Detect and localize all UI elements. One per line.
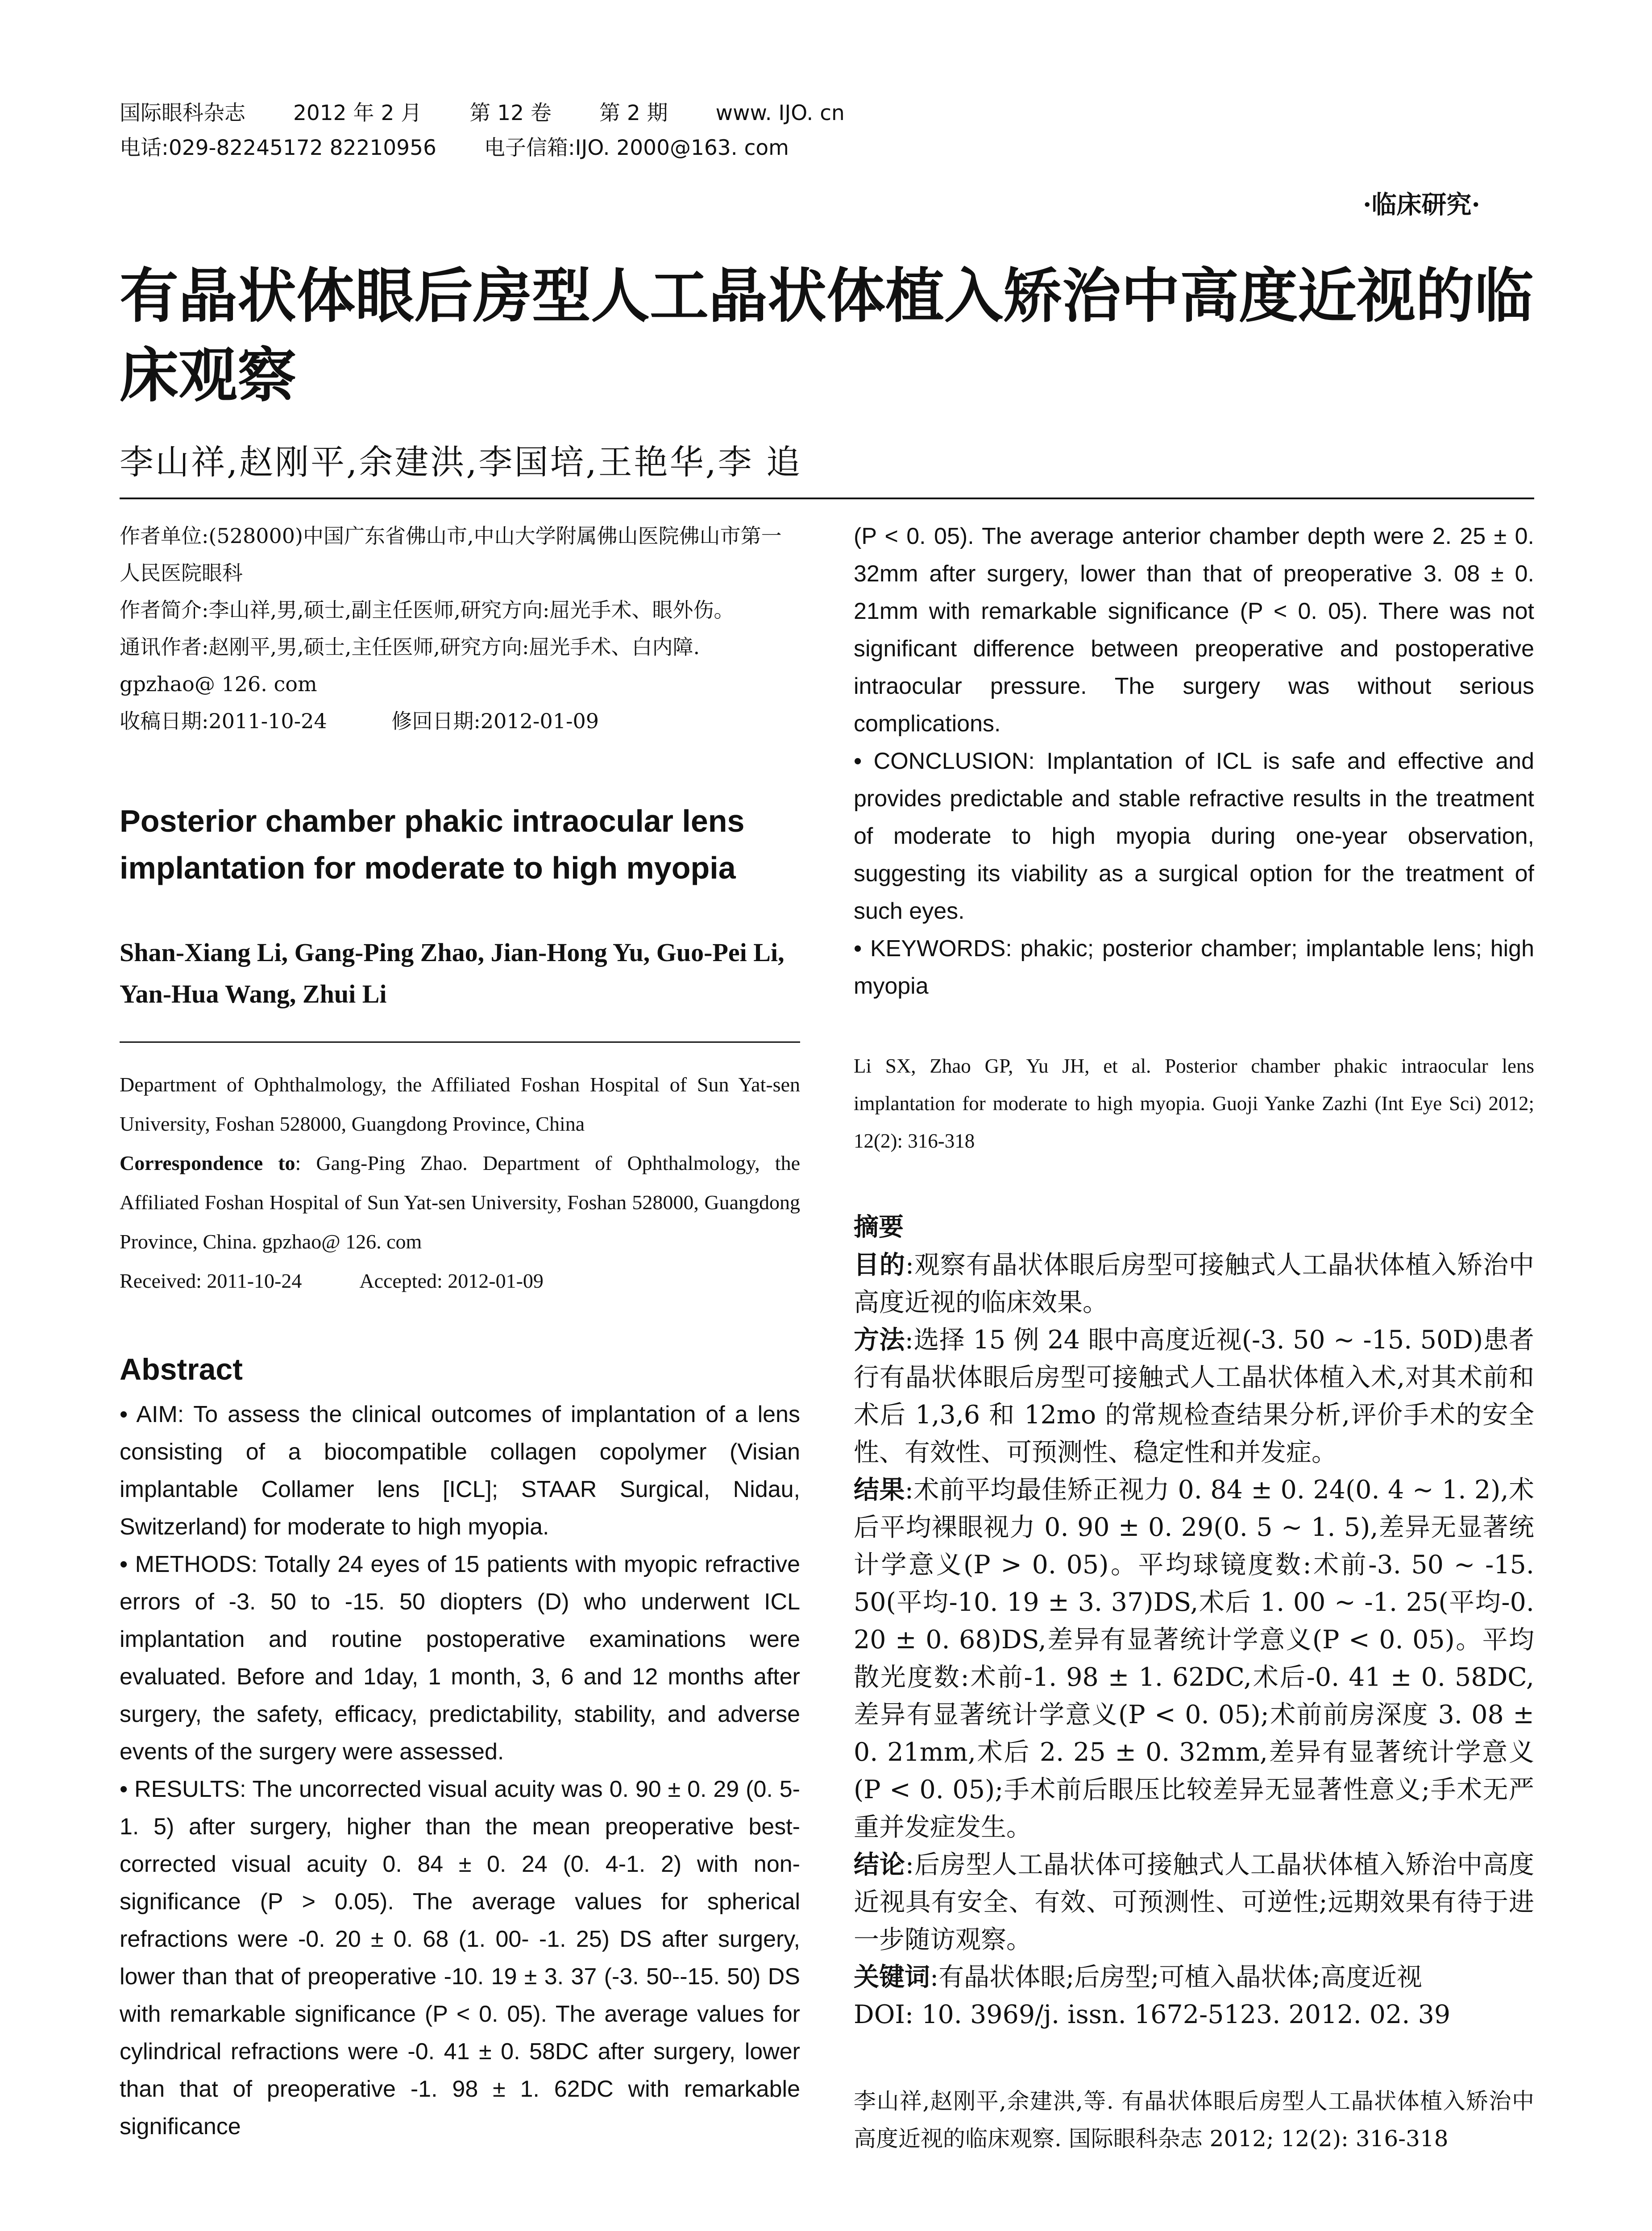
revised-date: 修回日期:2012-01-09: [391, 709, 599, 733]
cn-keywords-text: :有晶状体眼;后房型;可植入晶状体;高度近视: [930, 1962, 1422, 1992]
author-intro: 作者简介:李山祥,男,硕士,副主任医师,研究方向:屈光手术、眼外伤。: [120, 598, 735, 622]
conclusion-text: : Implantation of ICL is safe and effective and provides predictable and stable refractive results in the treatment of moderate to high myopia during one-year observation, suggesting its viability as a surgical option for the treatment of such eyes.: [854, 748, 1534, 924]
cn-abstract: [854, 1246, 1534, 2033]
author-unit: 作者单位:(528000)中国广东省佛山市,中山大学附属佛山医院佛山市第一人民医院眼科: [120, 524, 782, 585]
journal-name: 国际眼科杂志: [120, 101, 245, 125]
cn-keywords-label: 关键词: [854, 1962, 930, 1992]
issue-date: 2012 年 2 月: [293, 101, 422, 125]
cn-conclusion: [854, 1846, 1534, 1958]
correspondence-label: Correspondence to: [120, 1152, 295, 1174]
en-title: Posterior chamber phakic intraocular lens implantation for moderate to high myopia: [120, 804, 745, 885]
issue: 第 2 期: [599, 101, 668, 125]
corresponding-author: 通讯作者:赵刚平,男,硕士,主任医师,研究方向:屈光手术、白内障. gpzhao@ 126. com: [120, 635, 700, 696]
abstract-aim: [120, 1396, 800, 1546]
en-authors: Shan-Xiang Li, Gang-Ping Zhao, Jian-Hong Yu, Guo-Pei Li, Yan-Hua Wang, Zhui Li: [120, 938, 784, 1008]
cn-title: 有晶状体眼后房型人工晶状体植入矫治中高度近视的临床观察: [120, 262, 1533, 410]
keywords-text: : phakic; posterior chamber; implantable lens; high myopia: [854, 936, 1535, 999]
cn-result-text: :术前平均最佳矫正视力 0. 84 ± 0. 24(0. 4 ~ 1. 2),术后平均裸眼视力 0. 90 ± 0. 29(0. 5 ~ 1. 5),差异无显著统计学意义(P > 0. 05)。平均球镜度数:术前-3. 50 ~ -15. 50(平均-10. 19 ± 3. 37)DS,术后 1. 00 ~ -1. 25(平均-0. 20 ± 0. 68)DS,差异有显著统计学意义(P < 0. 05)。平均散光度数:术前-1. 98 ± 1. 62DC,术后-0. 41 ± 0. 58DC,差异有显著统计学意义(P < 0. 05);术前前房深度 3. 08 ± 0. 21mm,术后 2. 25 ± 0. 32mm,差异有显著统计学意义(P < 0. 05);手术前后眼压比较差异无显著性意义;手术无严重并发症发生。: [854, 1475, 1535, 1842]
cn-method-text: :选择 15 例 24 眼中高度近视(-3. 50 ~ -15. 50D)患者行有晶状体眼后房型可接触式人工晶状体植入术,对其术前和术后 1,3,6 和 12mo 的常规检查结果分析,评价手术的安全性、有效性、可预测性、稳定性和并发症。: [854, 1325, 1534, 1467]
methods-text: : Totally 24 eyes of 15 patients with myopic refractive errors of -3. 50 to -15. 50 diopters (D) who underwent ICL implantation and routine postoperative examinations were evaluated. Before and 1day, 1 month, 3, 6 and 12 months after surgery, the safety, efficacy, predictability, stability, and adverse events of the surgery were assessed.: [120, 1551, 800, 1765]
abstract-results: [120, 1771, 800, 2145]
en-accepted: Accepted: 2012-01-09: [359, 1269, 544, 1292]
abstract-keywords: [854, 930, 1534, 1005]
abstract-heading: Abstract: [120, 1352, 243, 1386]
results-continued: (P < 0. 05). The average anterior chamber depth were 2. 25 ± 0. 32mm after surgery, lower than that of preoperative 3. 08 ± 0. 21mm with remarkable significance (P < 0. 05). There was not significant difference between preoperative and postoperative intraocular pressure. The surgery was without serious complications.: [854, 523, 1534, 737]
conclusion-label: • CONCLUSION: [854, 748, 1028, 774]
abstract-methods: [120, 1546, 800, 1771]
right-column: [854, 518, 1534, 2157]
department: Department of Ophthalmology, the Affiliated Foshan Hospital of Sun Yat-sen University, Foshan 528000, Guangdong Province, China: [120, 1073, 800, 1135]
results-label: • RESULTS: [120, 1776, 240, 1802]
section-tag: ·临床研究·: [1363, 190, 1480, 220]
results-text: : The uncorrected visual acuity was 0. 90 ± 0. 29 (0. 5-1. 5) after surgery, higher than the mean preoperative best-corrected visual acuity 0. 84 ± 0. 24 (0. 4-1. 2) with non-significance (P > 0.05). The average values for spherical refractions were -0. 20 ± 0. 68 (1. 00- -1. 25) DS after surgery, lower than that of preoperative -10. 19 ± 3. 37 (-3. 50--15. 50) DS with remarkable significance (P < 0. 05). The average values for cylindrical refractions were -0. 41 ± 0. 58DC after surgery, lower than that of preoperative -1. 98 ± 1. 62DC with remarkable significance: [120, 1776, 800, 2140]
phone: 电话:029-82245172 82210956: [120, 136, 436, 160]
abstract-conclusion: [854, 742, 1534, 930]
cn-method-label: 方法: [854, 1325, 905, 1355]
correspondence: [120, 1144, 800, 1261]
aim-text: : To assess the clinical outcomes of implantation of a lens consisting of a biocompatible collagen copolymer (Visian implantable Collamer lens [ICL]; STAAR Surgical, Nidau, Switzerland) for moderate to high myopia.: [120, 1402, 800, 1540]
aim-label: • AIM: [120, 1402, 178, 1427]
cn-aim: [854, 1246, 1534, 1321]
dates: [120, 703, 800, 740]
cn-result: [854, 1471, 1534, 1846]
abstract-continued: [854, 518, 1534, 1005]
cn-method: [854, 1321, 1534, 1471]
cn-citation: [854, 2082, 1534, 2157]
author-info: [120, 518, 800, 740]
website: www. IJO. cn: [715, 101, 845, 125]
abstract: [120, 1396, 800, 2145]
cn-abstract-heading: 摘要: [854, 1213, 904, 1242]
journal-header: [120, 96, 886, 166]
volume: 第 12 卷: [469, 101, 552, 125]
cn-keywords: [854, 1958, 1534, 1996]
en-dates: [120, 1261, 800, 1301]
keywords-label: • KEYWORDS: [854, 936, 1005, 962]
received-date: 收稿日期:2011-10-24: [120, 709, 327, 733]
cn-aim-label: 目的: [854, 1250, 905, 1280]
email: 电子信箱:IJO. 2000@163. com: [484, 136, 789, 160]
affiliation: [120, 1065, 800, 1301]
cn-citation-text: 李山祥,赵刚平,余建洪,等. 有晶状体眼后房型人工晶状体植入矫治中高度近视的临床观察. 国际眼科杂志 2012; 12(2): 316-318: [854, 2088, 1534, 2152]
cn-result-label: 结果: [854, 1475, 905, 1505]
en-received: Received: 2011-10-24: [120, 1269, 302, 1292]
doi: DOI: 10. 3969/j. issn. 1672-5123. 2012. 02. 39: [854, 2000, 1451, 2029]
methods-label: • METHODS: [120, 1551, 251, 1577]
left-column: [120, 518, 800, 2145]
correspondence-text: : Gang-Ping Zhao. Department of Ophthalmology, the Affiliated Foshan Hospital of Sun Yat-sen University, Foshan 528000, Guangdong Province, China. gpzhao@ 126. com: [120, 1152, 801, 1253]
divider: [120, 498, 1534, 499]
cn-aim-text: :观察有晶状体眼后房型可接触式人工晶状体植入矫治中高度近视的临床效果。: [854, 1250, 1535, 1317]
en-citation-text: Li SX, Zhao GP, Yu JH, et al. Posterior chamber phakic intraocular lens implantation for moderate to high myopia. Guoji Yanke Zazhi (Int Eye Sci) 2012; 12(2): 316-318: [854, 1055, 1534, 1152]
en-citation: [854, 1047, 1534, 1160]
divider: [120, 1041, 800, 1043]
cn-conclusion-label: 结论: [854, 1850, 905, 1879]
cn-authors: 李山祥,赵刚平,余建洪,李国培,王艳华,李 追: [120, 442, 802, 482]
cn-conclusion-text: :后房型人工晶状体可接触式人工晶状体植入矫治中高度近视具有安全、有效、可预测性、可逆性;远期效果有待于进一步随访观察。: [854, 1850, 1535, 1954]
